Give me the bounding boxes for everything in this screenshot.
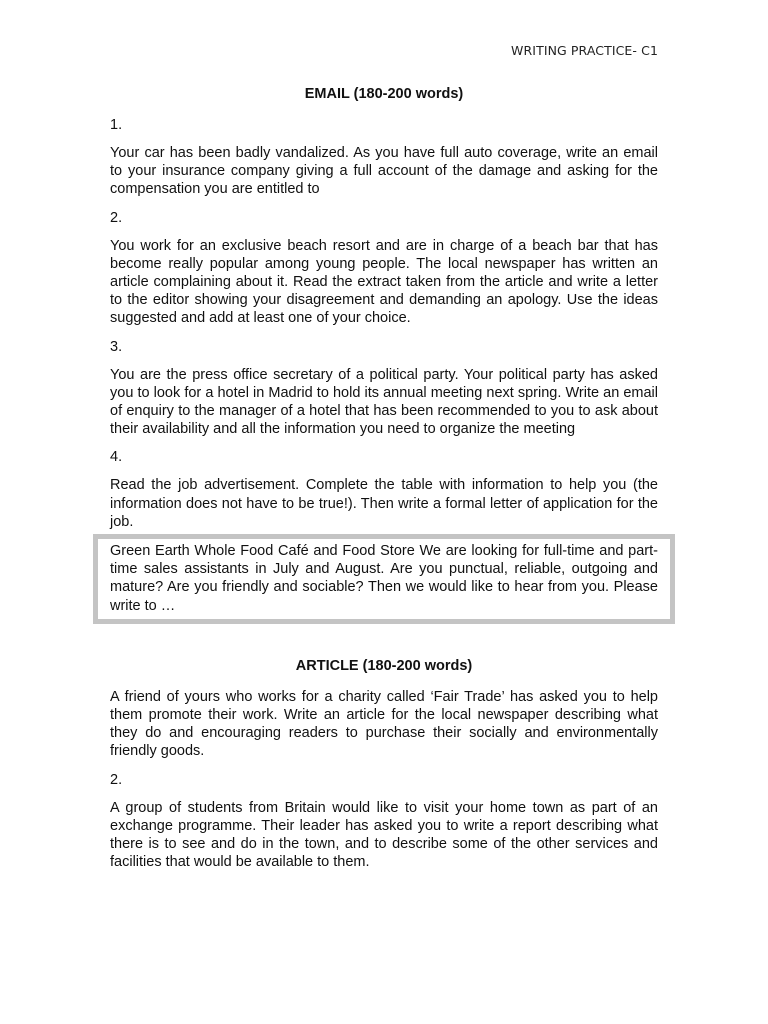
task-number: 3. xyxy=(110,338,123,355)
email-section-title: EMAIL (180-200 words) xyxy=(304,86,464,102)
task-text: Your car has been badly vandalized. As you have full auto coverage, write an email to your insurance company giving a full account of the damage and asking for the compensation you are entitled to xyxy=(110,145,658,198)
task-number: 4. xyxy=(110,449,123,466)
job-advertisement-box: Green Earth Whole Food Café and Food Store We are looking for full-time and part-time sales assistants in July and August. Are you punctual, reliable, outgoing and mature? Are you friendly and sociable? Then we would like to hear from you. Please write to … xyxy=(93,534,675,624)
task-text: A group of students from Britain would like to visit your home town as part of an exchange programme. Their leader has asked you to write a report describing what there is to see and do in the town, and to describe some of the other services and facilities that would be available to them. xyxy=(110,799,658,871)
task-number: 1. xyxy=(110,117,123,133)
task-number: 2. xyxy=(110,209,123,226)
task-number: 2. xyxy=(110,771,123,788)
task-text: You work for an exclusive beach resort and are in charge of a beach bar that has become really popular among young people. The local newspaper has written an article complaining about it. Read the extract taken from the article and write a letter to the editor showing your disagreement and demanding an apology. Use the ideas suggested and add at least one of your choice. xyxy=(110,237,658,327)
document-body xyxy=(110,86,658,881)
page-header: WRITING PRACTICE- C1 xyxy=(511,43,658,58)
article-section-title: ARTICLE (180-200 words) xyxy=(295,657,473,674)
task-text: You are the press office secretary of a political party. Your political party has asked you to look for a hotel in Madrid to hold its annual meeting next spring. Write an email of enquiry to the manager of a hotel that has been recommended to you to ask about their availability and all the information you need to organize the meeting xyxy=(110,366,658,438)
article-intro-text: A friend of yours who works for a charity called ‘Fair Trade’ has asked you to help them promote their work. Write an article for the local newspaper describing what they do and encouraging readers to purchase their socially and environmentally friendly goods. xyxy=(110,688,658,760)
task-text: Read the job advertisement. Complete the table with information to help you (the information does not have to be true!). Then write a formal letter of application for the job. xyxy=(110,477,658,530)
